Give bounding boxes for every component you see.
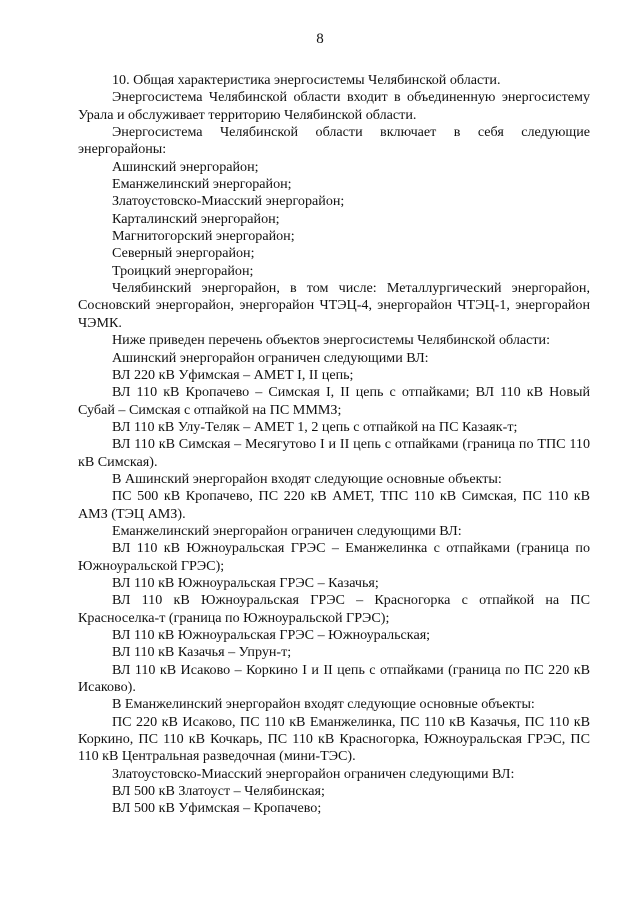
list-item: ВЛ 110 кВ Южноуральская ГРЭС – Красногорка с отпайкой на ПС Красноселка-т (граница по Южноуральской ГРЭС); — [78, 592, 590, 626]
document-body — [78, 72, 590, 818]
list-item: ВЛ 110 кВ Казачья – Упрун-т; — [112, 644, 292, 661]
paragraph: Златоустовско-Миасский энергорайон ограничен следующими ВЛ: — [112, 765, 515, 782]
list-item: ВЛ 500 кВ Златоуст – Челябинская; — [112, 783, 325, 800]
list-item: ВЛ 110 кВ Кропачево – Симская I, II цепь с отпайками; ВЛ 110 кВ Новый Субай – Симская с отпайкой на ПС МММЗ; — [78, 384, 590, 418]
list-item: ВЛ 220 кВ Уфимская – АМЕТ I, II цепь; — [112, 366, 354, 383]
list-item: Троицкий энергорайон; — [112, 262, 254, 279]
list-item: ВЛ 110 кВ Исаково – Коркино I и II цепь с отпайками (граница по ПС 220 кВ Исаково). — [78, 661, 590, 696]
list-item: ВЛ 110 кВ Симская – Месягутово I и II цепь с отпайками (граница по ТПС 110 кВ Симская). — [78, 436, 590, 470]
page-number: 8 — [316, 31, 324, 47]
list-item: Челябинский энергорайон, в том числе: Металлургический энергорайон, Сосновский энергорайон, энергорайон ЧТЭЦ-4, энергорайон ЧТЭЦ-1, энергорайон ЧЭМК. — [78, 280, 590, 331]
paragraph: Еманжелинский энергорайон ограничен следующими ВЛ: — [112, 522, 462, 539]
list-item: ВЛ 110 кВ Южноуральская ГРЭС – Казачья; — [112, 574, 379, 591]
paragraph: Ашинский энергорайон ограничен следующими ВЛ: — [112, 349, 429, 366]
paragraph: Ниже приведен перечень объектов энергосистемы Челябинской области: — [112, 332, 550, 349]
list-item: Еманжелинский энергорайон; — [112, 176, 292, 193]
paragraph: В Ашинский энергорайон входят следующие основные объекты: — [112, 470, 502, 487]
paragraph: ПС 500 кВ Кропачево, ПС 220 кВ АМЕТ, ТПС 110 кВ Симская, ПС 110 кВ АМЗ (ТЭЦ АМЗ). — [78, 488, 590, 522]
section-heading: 10. Общая характеристика энергосистемы Челябинской области. — [112, 72, 501, 88]
list-item: Ашинский энергорайон; — [112, 158, 259, 175]
paragraph: В Еманжелинский энергорайон входят следующие основные объекты: — [112, 696, 535, 713]
paragraph: Энергосистема Челябинской области входит в объединенную энергосистему Урала и обслуживает территорию Челябинской области. — [78, 89, 590, 123]
list-item: Златоустовско-Миасский энергорайон; — [112, 193, 345, 210]
paragraph: Энергосистема Челябинской области включает в себя следующие энергорайоны: — [78, 124, 590, 158]
list-item: ВЛ 110 кВ Южноуральская ГРЭС – Еманжелинка с отпайками (граница по Южноуральской ГРЭС); — [78, 540, 590, 574]
list-item: Карталинский энергорайон; — [112, 210, 280, 227]
list-item: ВЛ 110 кВ Улу-Теляк – АМЕТ 1, 2 цепь с отпайкой на ПС Казаяк-т; — [112, 418, 518, 435]
list-item: ВЛ 500 кВ Уфимская – Кропачево; — [112, 800, 322, 817]
paragraph: ПС 220 кВ Исаково, ПС 110 кВ Еманжелинка, ПС 110 кВ Казачья, ПС 110 кВ Коркино, ПС 110 кВ Кочкарь, ПС 110 кВ Красногорка, Южноуральская ГРЭС, ПС 110 кВ Центральная разведочная (мини-ТЭС). — [78, 713, 590, 765]
list-item: Магнитогорский энергорайон; — [112, 228, 295, 245]
list-item: Северный энергорайон; — [112, 245, 255, 262]
list-item: ВЛ 110 кВ Южноуральская ГРЭС – Южноуральская; — [112, 627, 431, 643]
